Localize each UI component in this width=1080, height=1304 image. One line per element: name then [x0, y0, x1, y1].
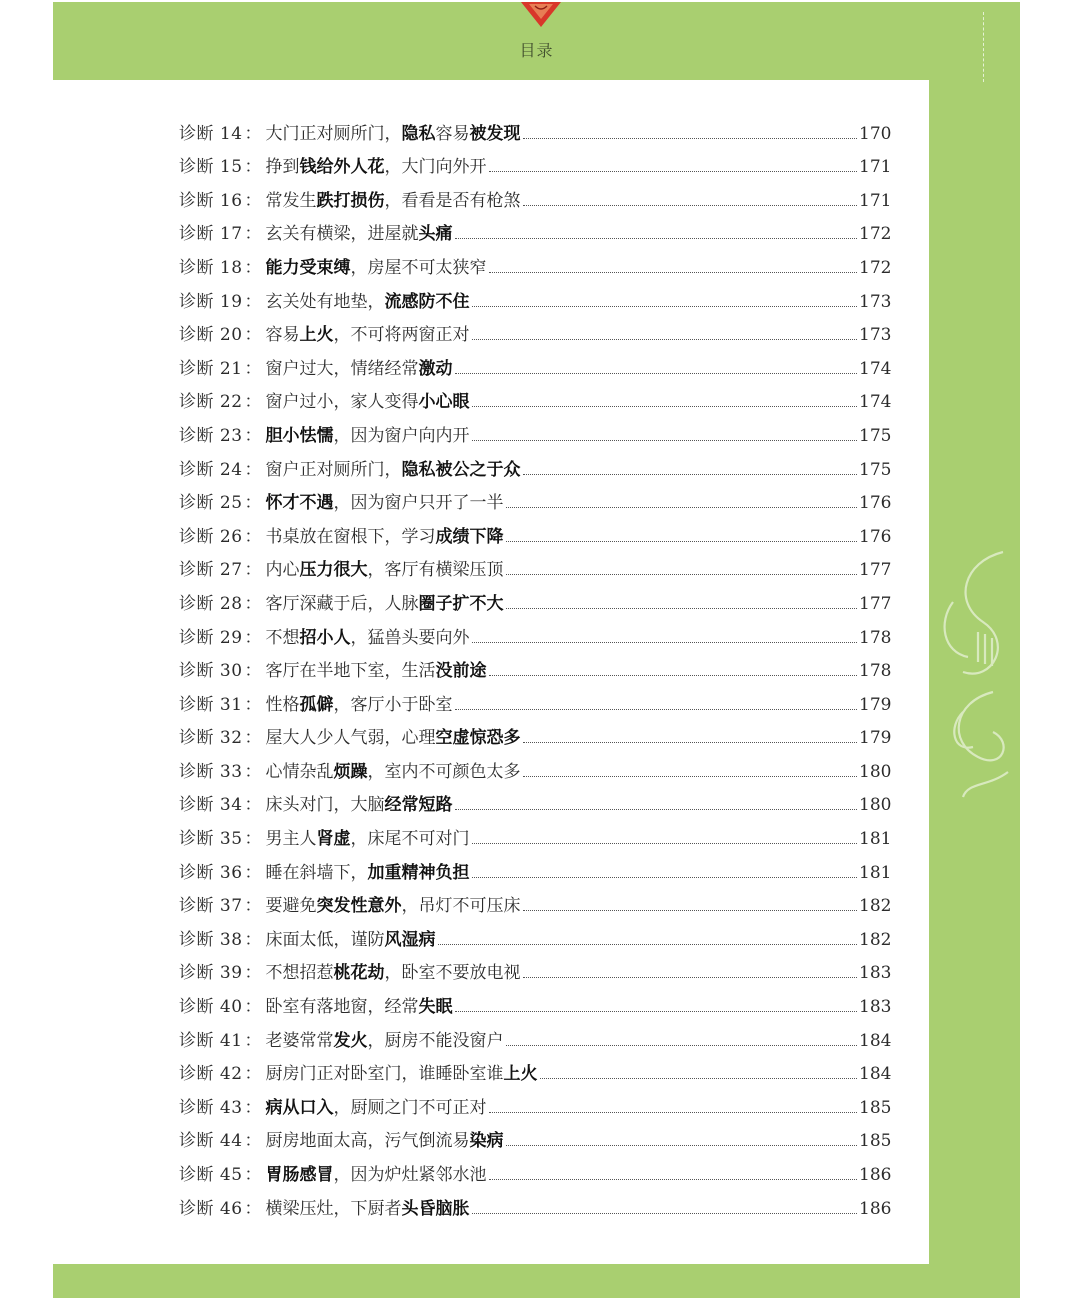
toc-entry-label: 诊断 46 [179, 1198, 243, 1219]
toc-entry-text: ，卧室不要放电视 [384, 963, 521, 984]
toc-dot-leader [506, 608, 857, 609]
toc-page-number: 182 [859, 929, 892, 950]
toc-entry-label: 诊断 39 [179, 963, 243, 984]
toc-entry [179, 1185, 892, 1219]
toc-entry [179, 1084, 892, 1118]
toc-entry-label: 诊断 34 [179, 795, 243, 816]
toc-entry-title [266, 522, 504, 547]
toc-entry-title [266, 354, 453, 379]
toc-entry-separator: ： [244, 593, 262, 614]
toc-entry [179, 446, 892, 480]
toc-entry-label: 诊断 35 [179, 829, 243, 850]
toc-entry-emphasis: 激动 [418, 358, 453, 379]
toc-page-number: 179 [859, 694, 892, 715]
toc-entry-separator: ： [244, 157, 262, 178]
toc-entry-emphasis: 圈子扩不大 [418, 593, 504, 614]
toc-dot-leader [455, 809, 857, 810]
toc-page-number: 185 [859, 1131, 892, 1152]
toc-entry-separator: ： [244, 829, 262, 850]
toc-entry-emphasis: 烦躁 [333, 761, 368, 782]
toc-entry-text: 要避免 [265, 896, 317, 917]
toc-entry-separator: ： [244, 425, 262, 446]
toc-entry [179, 144, 892, 178]
table-of-contents [179, 110, 892, 1219]
toc-entry-text: 书桌放在窗根下，学习 [265, 526, 436, 547]
toc-entry [179, 345, 892, 379]
toc-entry-label: 诊断 43 [179, 1097, 243, 1118]
toc-entry-separator: ： [244, 1198, 262, 1219]
toc-entry-text: ，吊灯不可压床 [401, 896, 521, 917]
toc-entry [179, 244, 892, 278]
toc-entry-separator: ： [244, 1097, 262, 1118]
toc-entry-text: 横梁压灶，下厨者 [265, 1198, 402, 1219]
toc-entry-separator: ： [244, 1131, 262, 1152]
toc-entry [179, 648, 892, 682]
toc-entry-label: 诊断 24 [179, 459, 243, 480]
toc-entry [179, 748, 892, 782]
toc-dot-leader [506, 574, 857, 575]
toc-entry-title [266, 1126, 504, 1151]
toc-entry-text: 客厅深藏于后，人脉 [265, 593, 419, 614]
toc-entry-title [266, 1026, 504, 1051]
toc-entry-text: 床头对门，大脑 [265, 795, 385, 816]
toc-page-number: 173 [859, 291, 892, 312]
toc-dot-leader [540, 1078, 857, 1079]
toc-entry-label: 诊断 23 [179, 425, 243, 446]
toc-page-number: 177 [859, 560, 892, 581]
dotted-edge-decoration [982, 12, 984, 82]
toc-dot-leader [523, 474, 857, 475]
toc-entry-title [266, 1059, 538, 1084]
toc-entry [179, 715, 892, 749]
toc-entry-separator: ： [244, 627, 262, 648]
toc-entry-label: 诊断 38 [179, 929, 243, 950]
page-title: 目录 [519, 41, 554, 60]
toc-entry-emphasis: 突发性意外 [316, 896, 402, 917]
toc-entry-title [266, 858, 470, 883]
toc-entry-title [266, 824, 470, 849]
toc-entry-label: 诊断 41 [179, 1030, 243, 1051]
toc-dot-leader [506, 507, 857, 508]
toc-entry-title [266, 186, 521, 211]
toc-entry [179, 815, 892, 850]
toc-entry-label: 诊断 22 [179, 392, 243, 413]
toc-dot-leader [455, 1011, 857, 1012]
toc-panel [53, 80, 929, 1264]
toc-entry-text: 玄关有横梁，进屋就 [265, 224, 419, 245]
toc-entry-emphasis: 胃肠感冒 [265, 1165, 334, 1185]
toc-entry-label: 诊断 37 [179, 896, 243, 917]
toc-entry-emphasis: 头昏脑胀 [401, 1198, 470, 1219]
toc-entry-text: ，房屋不可太狭窄 [350, 257, 487, 278]
toc-entry-emphasis: 加重精神负担 [367, 862, 470, 883]
toc-entry [179, 412, 892, 446]
toc-entry-emphasis: 头痛 [418, 224, 453, 245]
toc-entry-emphasis: 流感防不住 [384, 291, 470, 312]
toc-page-number: 176 [859, 493, 892, 514]
toc-entry-label: 诊断 21 [179, 358, 243, 379]
toc-entry-text: ，猛兽头要向外 [350, 627, 470, 648]
toc-entry-title [266, 555, 504, 580]
toc-entry-emphasis: 染病 [469, 1131, 504, 1152]
toc-entry-label: 诊断 15 [179, 157, 243, 178]
toc-entry-emphasis: 上火 [299, 325, 334, 346]
toc-entry-text: ，因为窗户只开了一半 [333, 493, 504, 514]
toc-page-number: 178 [859, 661, 892, 682]
toc-page-number: 180 [859, 795, 892, 816]
toc-entry-label: 诊断 32 [179, 728, 243, 749]
toc-page-number: 171 [859, 190, 892, 211]
toc-entry-title [266, 387, 470, 412]
toc-entry-separator: ： [244, 1165, 262, 1185]
toc-entry-separator: ： [244, 963, 262, 984]
toc-entry [179, 1051, 892, 1085]
toc-entry [179, 312, 892, 346]
toc-page-number: 172 [859, 257, 892, 278]
toc-entry-emphasis: 胆小怯懦 [265, 425, 334, 446]
toc-entry-separator: ： [244, 728, 262, 749]
toc-entry-separator: ： [244, 1030, 262, 1051]
toc-entry-separator: ： [244, 358, 262, 379]
toc-entry-separator: ： [244, 560, 262, 581]
toc-entry-text: 厨房地面太高，污气倒流易 [265, 1131, 470, 1152]
toc-entry-emphasis: 怀才不遇 [265, 493, 334, 514]
toc-entry-text: 常发生 [265, 190, 317, 211]
toc-dot-leader [472, 877, 857, 878]
toc-entry-separator: ： [244, 694, 262, 715]
toc-entry-text: ，看看是否有枪煞 [384, 190, 521, 211]
toc-dot-leader [455, 709, 857, 710]
toc-dot-leader [506, 541, 857, 542]
toc-entry-label: 诊断 14 [179, 123, 243, 144]
toc-entry-title [266, 1160, 487, 1185]
toc-entry-title [266, 589, 504, 614]
toc-page-number: 174 [859, 358, 892, 379]
toc-entry-text: 老婆常常 [265, 1030, 334, 1051]
toc-entry [179, 580, 892, 614]
toc-dot-leader [523, 910, 857, 911]
toc-entry-text: 窗户过大，情绪经常 [265, 358, 419, 379]
toc-entry [179, 983, 892, 1018]
toc-entry-text: ，客厅小于卧室 [333, 694, 453, 715]
toc-entry-emphasis: 失眠 [418, 997, 453, 1018]
toc-entry-label: 诊断 16 [179, 190, 243, 211]
toc-entry-emphasis: 上火 [503, 1064, 538, 1085]
toc-entry-separator: ： [244, 1064, 262, 1085]
footer-band [53, 1264, 1020, 1298]
toc-entry-text: 厨房门正对卧室门，谁睡卧室谁 [265, 1064, 504, 1085]
toc-entry-text: 玄关处有地垫， [265, 291, 385, 312]
toc-dot-leader [455, 373, 857, 374]
toc-page-number: 186 [859, 1165, 892, 1185]
toc-dot-leader [472, 339, 857, 340]
toc-entry-text: 客厅在半地下室，生活 [265, 661, 436, 682]
toc-entry-title [266, 488, 504, 513]
toc-page-number: 174 [859, 392, 892, 413]
toc-entry-text: 窗户正对厕所门， [265, 459, 402, 480]
toc-entry-label: 诊断 29 [179, 627, 243, 648]
toc-entry [179, 916, 892, 950]
toc-entry-label: 诊断 20 [179, 325, 243, 346]
toc-entry-separator: ： [244, 661, 262, 682]
toc-dot-leader [489, 1112, 857, 1113]
toc-entry-text: ，厨厕之门不可正对 [333, 1097, 487, 1118]
toc-entry-title [266, 656, 487, 681]
toc-entry [179, 782, 892, 816]
toc-page-number: 173 [859, 325, 892, 346]
toc-entry-title [266, 925, 436, 950]
toc-page-number: 183 [859, 997, 892, 1018]
toc-entry-separator: ： [244, 123, 262, 144]
toc-entry-text: 睡在斜墙下， [265, 862, 368, 883]
toc-entry-text: 心情杂乱 [265, 761, 334, 782]
toc-entry [179, 950, 892, 984]
toc-entry-emphasis: 成绩下降 [435, 526, 504, 547]
toc-page-number: 181 [859, 829, 892, 850]
toc-entry [179, 547, 892, 581]
toc-entry-text: 不想 [265, 627, 300, 648]
toc-page-number: 184 [859, 1064, 892, 1085]
toc-entry-separator: ： [244, 526, 262, 547]
toc-page-number: 175 [859, 459, 892, 480]
toc-entry-title [266, 690, 453, 715]
toc-page-number: 186 [859, 1198, 892, 1219]
toc-page-number: 170 [859, 123, 892, 144]
toc-page-number: 184 [859, 1030, 892, 1051]
toc-dot-leader [472, 306, 857, 307]
toc-entry-text: 床面太低，谨防 [265, 929, 385, 950]
toc-entry-title [266, 623, 470, 648]
toc-entry-text: ，不可将两窗正对 [333, 325, 470, 346]
toc-entry [179, 379, 892, 413]
toc-dot-leader [472, 1213, 857, 1214]
toc-entry-title [266, 992, 453, 1017]
toc-entry-separator: ： [244, 291, 262, 312]
header-band [53, 2, 1020, 80]
toc-entry-label: 诊断 27 [179, 560, 243, 581]
toc-dot-leader [489, 675, 857, 676]
toc-entry-text: 屋大人少人气弱，心理 [265, 728, 436, 749]
toc-entry-emphasis: 隐私 [401, 123, 436, 144]
toc-entry-label: 诊断 17 [179, 224, 243, 245]
toc-entry-text: 内心 [265, 560, 300, 581]
toc-entry-text: ，大门向外开 [384, 157, 487, 178]
toc-page-number: 176 [859, 526, 892, 547]
toc-entry-label: 诊断 25 [179, 493, 243, 514]
toc-entry-label: 诊断 31 [179, 694, 243, 715]
toc-entry-label: 诊断 45 [179, 1165, 243, 1185]
toc-page-number: 175 [859, 425, 892, 446]
toc-entry-separator: ： [244, 190, 262, 211]
toc-entry-title [266, 958, 521, 983]
toc-entry-text: ，因为窗户向内开 [333, 425, 470, 446]
toc-entry-label: 诊断 44 [179, 1131, 243, 1152]
toc-entry-label: 诊断 19 [179, 291, 243, 312]
toc-entry [179, 681, 892, 715]
toc-dot-leader [438, 944, 857, 945]
toc-dot-leader [489, 1179, 857, 1180]
toc-dot-leader [523, 742, 857, 743]
toc-entry-title [266, 219, 453, 244]
toc-entry-emphasis: 病从口入 [265, 1097, 334, 1118]
toc-entry-emphasis: 压力很大 [299, 560, 368, 581]
toc-dot-leader [506, 1145, 857, 1146]
book-page [53, 2, 1020, 1298]
toc-entry [179, 278, 892, 312]
toc-entry-title [266, 1194, 470, 1219]
toc-entry-emphasis: 跌打损伤 [316, 190, 385, 211]
toc-entry-label: 诊断 42 [179, 1064, 243, 1085]
toc-dot-leader [472, 440, 857, 441]
toc-entry-separator: ： [244, 325, 262, 346]
toc-entry-separator: ： [244, 459, 262, 480]
floral-scroll-decoration-icon [933, 542, 1020, 802]
toc-entry-title [266, 455, 521, 480]
toc-entry-separator: ： [244, 761, 262, 782]
toc-dot-leader [489, 171, 857, 172]
toc-entry-text: ，因为炉灶紧邻水池 [333, 1165, 487, 1185]
toc-entry [179, 513, 892, 547]
toc-page-number: 180 [859, 761, 892, 782]
toc-entry-text: ，客厅有横梁压顶 [367, 560, 504, 581]
toc-entry-text: 大门正对厕所门， [265, 123, 402, 144]
toc-entry-label: 诊断 18 [179, 257, 243, 278]
toc-entry-separator: ： [244, 224, 262, 245]
toc-dot-leader [472, 406, 857, 407]
toc-entry-separator: ： [244, 795, 262, 816]
toc-page-number: 172 [859, 224, 892, 245]
toc-dot-leader [523, 776, 857, 777]
toc-entry-text: 不想招惹 [265, 963, 334, 984]
toc-dot-leader [489, 272, 857, 273]
toc-entry-separator: ： [244, 257, 262, 278]
toc-entry-separator: ： [244, 929, 262, 950]
toc-entry-emphasis: 肾虚 [316, 829, 351, 850]
toc-entry [179, 1017, 892, 1051]
toc-page-number: 185 [859, 1097, 892, 1118]
toc-entry-label: 诊断 28 [179, 593, 243, 614]
toc-entry-emphasis: 没前途 [435, 661, 487, 682]
toc-page-number: 179 [859, 728, 892, 749]
toc-entry-title [266, 119, 521, 144]
toc-entry [179, 177, 892, 211]
toc-entry-text: ，床尾不可对门 [350, 829, 470, 850]
toc-entry [179, 211, 892, 245]
toc-dot-leader [472, 642, 857, 643]
toc-entry-title [266, 891, 521, 916]
toc-entry-emphasis: 能力受束缚 [265, 257, 351, 278]
toc-entry-text: 容易 [435, 123, 470, 144]
toc-entry-label: 诊断 26 [179, 526, 243, 547]
toc-entry-title [266, 253, 487, 278]
toc-entry-emphasis: 隐私被公之于众 [401, 459, 521, 480]
toc-entry [179, 480, 892, 514]
toc-entry [179, 614, 892, 648]
toc-entry-text: 男主人 [265, 829, 317, 850]
toc-entry [179, 110, 892, 144]
toc-entry-emphasis: 孤僻 [299, 694, 334, 715]
toc-entry-title [266, 757, 521, 782]
toc-dot-leader [472, 843, 857, 844]
toc-entry-label: 诊断 33 [179, 761, 243, 782]
toc-entry-title [266, 1093, 487, 1118]
toc-entry-text: ，厨房不能没窗户 [367, 1030, 504, 1051]
toc-dot-leader [455, 238, 857, 239]
toc-entry-text: 容易 [265, 325, 300, 346]
toc-dot-leader [523, 205, 857, 206]
toc-page-number: 181 [859, 862, 892, 883]
toc-entry-label: 诊断 30 [179, 661, 243, 682]
toc-entry-text: ，室内不可颜色太多 [367, 761, 521, 782]
toc-entry-emphasis: 钱给外人花 [299, 157, 385, 178]
toc-entry-emphasis: 招小人 [299, 627, 351, 648]
toc-entry [179, 883, 892, 917]
toc-page-number: 178 [859, 627, 892, 648]
toc-entry-emphasis: 空虚惊恐多 [435, 728, 521, 749]
toc-entry-emphasis: 桃花劫 [333, 963, 385, 984]
toc-page-number: 182 [859, 896, 892, 917]
toc-entry-text: 性格 [265, 694, 300, 715]
toc-entry-title [266, 152, 487, 177]
toc-page-number: 171 [859, 157, 892, 178]
red-diamond-ornament-icon [519, 0, 563, 28]
toc-entry-title [266, 421, 470, 446]
toc-entry-separator: ： [244, 862, 262, 883]
toc-entry-title [266, 287, 470, 312]
toc-entry-text: 卧室有落地窗，经常 [265, 997, 419, 1018]
toc-entry-text: 挣到 [265, 157, 300, 178]
toc-dot-leader [523, 977, 857, 978]
toc-dot-leader [506, 1045, 857, 1046]
toc-entry-separator: ： [244, 896, 262, 917]
toc-entry-emphasis: 发火 [333, 1030, 368, 1051]
toc-entry-separator: ： [244, 997, 262, 1018]
toc-entry-title [266, 723, 521, 748]
toc-entry-separator: ： [244, 392, 262, 413]
toc-page-number: 183 [859, 963, 892, 984]
toc-entry-emphasis: 小心眼 [418, 392, 470, 413]
toc-entry-title [266, 790, 453, 815]
toc-entry-text: 窗户过小，家人变得 [265, 392, 419, 413]
toc-page-number: 177 [859, 593, 892, 614]
toc-entry [179, 849, 892, 883]
toc-entry-emphasis: 风湿病 [384, 929, 436, 950]
toc-entry [179, 1118, 892, 1152]
toc-entry-emphasis: 经常短路 [384, 795, 453, 816]
toc-entry-label: 诊断 40 [179, 997, 243, 1018]
toc-entry-emphasis: 被发现 [469, 123, 521, 144]
toc-entry-label: 诊断 36 [179, 862, 243, 883]
toc-entry-separator: ： [244, 493, 262, 514]
toc-dot-leader [523, 138, 857, 139]
toc-entry-title [266, 320, 470, 345]
toc-entry [179, 1151, 892, 1185]
